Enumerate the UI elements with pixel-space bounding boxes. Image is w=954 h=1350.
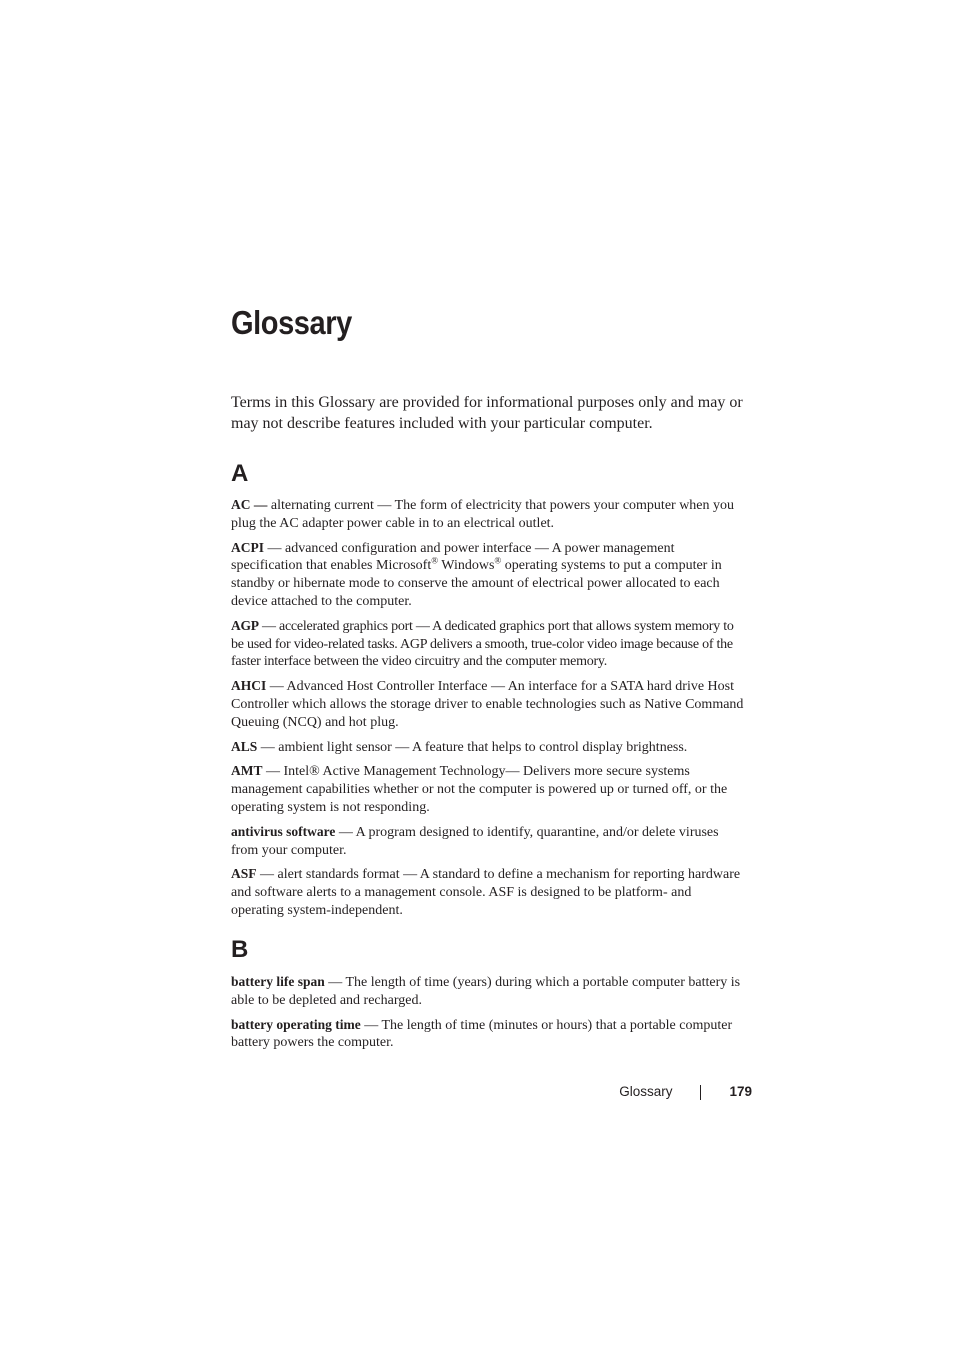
- entry-term: battery operating time: [231, 1016, 361, 1032]
- entry-definition: — Advanced Host Controller Interface — An interface for a SATA hard drive Host Controller which allows the storage driver to enable technologies such as Native Command Queuing (NCQ) and hot plug.: [231, 679, 744, 730]
- glossary-entry-acpi: [231, 539, 746, 611]
- entry-term: antivirus software: [231, 823, 336, 839]
- section-letter-b: B: [231, 936, 249, 963]
- entry-definition: — A program designed to identify, quarantine, and/or delete viruses from your computer.: [231, 824, 719, 858]
- entry-definition: alternating current — The form of electricity that powers your computer when you plug the AC adapter power cable in to an electrical outlet.: [231, 498, 735, 531]
- entry-term: ACPI: [231, 539, 264, 555]
- entry-definition-part-2: Windows: [438, 558, 495, 574]
- entry-term: AGP: [231, 617, 259, 633]
- entry-definition: — ambient light sensor — A feature that helps to control display brightness.: [257, 739, 688, 755]
- glossary-entry-asf: [231, 865, 746, 919]
- registered-mark: ®: [431, 555, 439, 566]
- entry-term: ALS: [231, 738, 258, 754]
- section-letter-a: A: [231, 460, 249, 487]
- glossary-entry-als: [231, 738, 746, 757]
- entry-term: battery life span: [231, 974, 325, 989]
- glossary-entry-agp: [231, 617, 746, 671]
- entry-term: AHCI: [231, 678, 267, 694]
- glossary-entry-antivirus-software: [231, 823, 746, 860]
- entry-definition: — The length of time (minutes or hours) that a portable computer battery powers the computer.: [231, 1017, 733, 1051]
- glossary-entry-ahci: [231, 677, 746, 731]
- entry-definition: — Intel® Active Management Technology— Delivers more secure systems management capabilities whether or not the computer is powered up or turned off, or the operating system is not responding.: [231, 764, 728, 815]
- entry-definition-part-3: operating systems to put a computer in standby or hibernate mode to conserve the amount of electrical power allocated to each device attached to the computer.: [231, 558, 722, 609]
- intro-paragraph: Terms in this Glossary are provided for informational purposes only and may or may not describe features included with your particular computer.: [231, 394, 743, 432]
- entry-definition: — accelerated graphics port — A dedicated graphics port that allows system memory to be used for video-related tasks. AGP delivers a smooth, true-color video image because of the faster interface between the video circuitry and the computer memory.: [231, 618, 734, 670]
- entry-definition-part-1: — advanced configuration and power interface — A power management specification that enables Microsoft: [231, 540, 675, 574]
- entry-term: AMT: [231, 763, 263, 779]
- page-footer: [619, 1082, 752, 1102]
- section-a-entries: [231, 496, 746, 926]
- page-number: 179: [729, 1084, 752, 1099]
- entry-term: ASF: [231, 866, 257, 882]
- footer-divider: [700, 1085, 701, 1100]
- glossary-entry-battery-operating-time: [231, 1016, 746, 1053]
- entry-term: AC —: [231, 497, 268, 512]
- page-title: Glossary: [231, 304, 352, 341]
- glossary-entry-ac: [231, 496, 746, 533]
- entry-definition: — alert standards format — A standard to define a mechanism for reporting hardware and software alerts to a management console. ASF is designed to be platform- and operating system-independent.: [231, 867, 741, 918]
- footer-section-label: Glossary: [619, 1084, 673, 1099]
- glossary-entry-amt: [231, 762, 746, 816]
- section-b-entries: [231, 973, 746, 1058]
- entry-definition: — The length of time (years) during which a portable computer battery is able to be depleted and recharged.: [231, 975, 741, 1008]
- glossary-entry-battery-life-span: [231, 973, 746, 1010]
- registered-mark: ®: [494, 555, 502, 566]
